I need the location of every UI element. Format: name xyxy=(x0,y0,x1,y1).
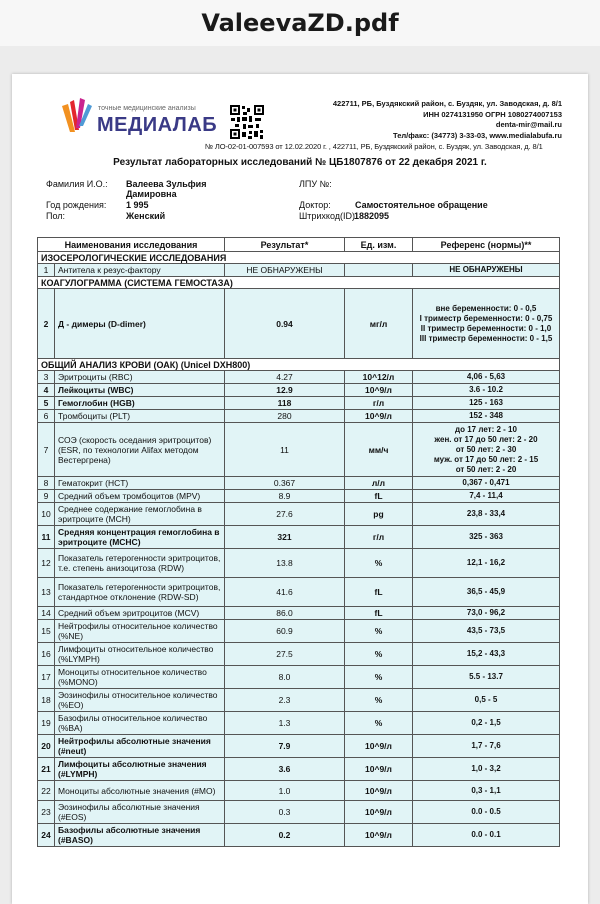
row-number: 22 xyxy=(38,781,55,801)
test-name: Базофилы относительное количество (%BA) xyxy=(55,712,225,735)
row-number: 15 xyxy=(38,620,55,643)
reference-range xyxy=(413,264,560,277)
reference-line: 12,1 - 16,2 xyxy=(466,558,506,567)
result-value: 0.367 xyxy=(225,477,345,490)
row-number: 6 xyxy=(38,410,55,423)
lab-license: № ЛО-02-01-007593 от 12.02.2020 г. , 422711, РБ, Буздякский район, с. Буздяк, ул. Заводская, д. 8/1 xyxy=(205,142,543,151)
test-name: Базофилы абсолютные значения (#BASO) xyxy=(55,824,225,847)
unit: г/л xyxy=(345,526,413,549)
row-number: 1 xyxy=(38,264,55,277)
table-row xyxy=(38,410,560,423)
table-row xyxy=(38,620,560,643)
table-row xyxy=(38,712,560,735)
reference-range xyxy=(413,758,560,781)
table-row xyxy=(38,607,560,620)
result-value: 2.3 xyxy=(225,689,345,712)
result-value: 4.27 xyxy=(225,371,345,384)
row-number: 3 xyxy=(38,371,55,384)
unit: % xyxy=(345,666,413,689)
test-name: Среднее содержание гемоглобина в эритроците (MCH) xyxy=(55,503,225,526)
row-number: 9 xyxy=(38,490,55,503)
reference-line: III триместр беременности: 0 - 1,5 xyxy=(419,333,553,343)
result-value: 12.9 xyxy=(225,384,345,397)
result-value: 0.2 xyxy=(225,824,345,847)
result-value: 11 xyxy=(225,423,345,477)
row-number: 2 xyxy=(38,289,55,359)
barcode-label: Штрихкод(ID) xyxy=(299,211,355,221)
row-number: 21 xyxy=(38,758,55,781)
reference-line: II триместр беременности: 0 - 1,0 xyxy=(420,323,552,333)
unit: 10^9/л xyxy=(345,758,413,781)
test-name: Эозинофилы относительное количество (%EO) xyxy=(55,689,225,712)
unit: 10^9/л xyxy=(345,824,413,847)
test-name: Нейтрофилы абсолютные значения (#neut) xyxy=(55,735,225,758)
section-header-row xyxy=(38,252,560,264)
test-name: Лимфоциты абсолютные значения (#LYMPH) xyxy=(55,758,225,781)
reference-range xyxy=(413,410,560,423)
pdf-viewer-titlebar xyxy=(0,0,600,46)
reference-line: 0,367 - 0,471 xyxy=(462,478,510,487)
reference-line: от 50 лет: 2 - 30 xyxy=(455,444,517,454)
table-row xyxy=(38,578,560,607)
row-number: 10 xyxy=(38,503,55,526)
lab-header xyxy=(12,74,588,174)
lpu-label: ЛПУ №: xyxy=(299,179,332,189)
header-reference: Референс (нормы)** xyxy=(413,238,560,252)
table-row xyxy=(38,824,560,847)
reference-line: 0,3 - 1,1 xyxy=(471,785,501,795)
row-number: 13 xyxy=(38,578,55,607)
patient-name-line2: Дамировна xyxy=(126,189,177,199)
test-name: Нейтрофилы относительное количество (%NE) xyxy=(55,620,225,643)
test-name: Тромбоциты (PLT) xyxy=(55,410,225,423)
unit: % xyxy=(345,712,413,735)
reference-range xyxy=(413,578,560,607)
reference-line: от 50 лет: 2 - 20 xyxy=(455,464,517,474)
lab-email: denta-mir@mail.ru xyxy=(495,120,562,129)
reference-range xyxy=(413,289,560,359)
test-name: Гематокрит (HCT) xyxy=(55,477,225,490)
reference-line: 125 - 163 xyxy=(469,398,503,407)
unit: 10^9/л xyxy=(345,781,413,801)
table-row xyxy=(38,689,560,712)
lab-phone: Тел/факс: (34773) 3-33-03, www.medialabufa.ru xyxy=(393,130,562,140)
row-number: 8 xyxy=(38,477,55,490)
patient-sex: Женский xyxy=(126,211,166,221)
result-value: 27.5 xyxy=(225,643,345,666)
reference-range xyxy=(413,526,560,549)
reference-range xyxy=(413,801,560,824)
reference-line: 0,5 - 5 xyxy=(474,695,498,704)
lab-tagline: точные медицинские анализы xyxy=(98,105,196,112)
test-name: Средняя концентрация гемоглобина в эритроците (MCHC) xyxy=(55,526,225,549)
result-value: 0.94 xyxy=(225,289,345,359)
unit: 10^12/л xyxy=(345,371,413,384)
reference-line: 152 - 348 xyxy=(469,411,503,420)
result-value: 118 xyxy=(225,397,345,410)
row-number: 24 xyxy=(38,824,55,847)
patient-name-line1: Валеева Зульфия xyxy=(126,179,207,189)
table-row xyxy=(38,666,560,689)
unit: % xyxy=(345,620,413,643)
unit: fL xyxy=(345,578,413,607)
result-value: 13.8 xyxy=(225,549,345,578)
reference-range xyxy=(413,397,560,410)
table-row xyxy=(38,371,560,384)
test-name: Антитела к резус-фактору xyxy=(55,264,225,277)
reference-range xyxy=(413,735,560,758)
doctor-label: Доктор: xyxy=(299,200,331,210)
section-header-row xyxy=(38,277,560,289)
table-row xyxy=(38,503,560,526)
pdf-page[interactable] xyxy=(12,74,588,904)
result-value: 27.6 xyxy=(225,503,345,526)
table-row xyxy=(38,801,560,824)
table-header-row xyxy=(38,238,560,252)
doctor-value: Самостоятельное обращение xyxy=(355,200,488,210)
result-value: 280 xyxy=(225,410,345,423)
result-value: 321 xyxy=(225,526,345,549)
reference-line: 4,06 - 5,63 xyxy=(466,372,506,381)
row-number: 16 xyxy=(38,643,55,666)
reference-range xyxy=(413,607,560,620)
reference-range xyxy=(413,643,560,666)
unit: мг/л xyxy=(345,289,413,359)
unit: 10^9/л xyxy=(345,384,413,397)
row-number: 18 xyxy=(38,689,55,712)
reference-range xyxy=(413,490,560,503)
reference-line: 43,5 - 73,5 xyxy=(466,626,506,635)
table-row xyxy=(38,490,560,503)
table-row xyxy=(38,735,560,758)
reference-line: I триместр беременности: 0 - 0,75 xyxy=(419,313,553,323)
unit: % xyxy=(345,549,413,578)
unit: 10^9/л xyxy=(345,410,413,423)
row-number: 11 xyxy=(38,526,55,549)
result-value: НЕ ОБНАРУЖЕНЫ xyxy=(225,264,345,277)
reference-line: 325 - 363 xyxy=(469,532,503,541)
unit: 10^9/л xyxy=(345,801,413,824)
row-number: 20 xyxy=(38,735,55,758)
reference-line: 73,0 - 96,2 xyxy=(466,608,506,617)
result-value: 3.6 xyxy=(225,758,345,781)
table-row xyxy=(38,526,560,549)
table-row xyxy=(38,397,560,410)
name-label: Фамилия И.О.: xyxy=(46,179,108,189)
row-number: 5 xyxy=(38,397,55,410)
unit: 10^9/л xyxy=(345,735,413,758)
reference-line: вне беременности: 0 - 0,5 xyxy=(435,303,537,313)
report-title: Результат лабораторных исследований № ЦБ1807876 от 22 декабря 2021 г. xyxy=(113,157,487,168)
result-value: 8.9 xyxy=(225,490,345,503)
birth-year: 1 995 xyxy=(126,200,149,210)
test-name: Моноциты абсолютные значения (#MO) xyxy=(55,781,225,801)
reference-range xyxy=(413,549,560,578)
reference-range xyxy=(413,712,560,735)
reference-range xyxy=(413,423,560,477)
table-row xyxy=(38,643,560,666)
qr-code-icon xyxy=(229,104,265,140)
test-name: Лейкоциты (WBC) xyxy=(55,384,225,397)
test-name: Эритроциты (RBC) xyxy=(55,371,225,384)
row-number: 4 xyxy=(38,384,55,397)
barcode-value: 1882095 xyxy=(354,211,390,221)
test-name: Показатель гетерогенности эритроцитов, стандартное отклонение (RDW-SD) xyxy=(55,578,225,607)
reference-line: 1,0 - 3,2 xyxy=(471,764,501,773)
result-value: 1.0 xyxy=(225,781,345,801)
table-row xyxy=(38,423,560,477)
reference-line: муж. от 17 до 50 лет: 2 - 15 xyxy=(433,454,539,464)
unit: л/л xyxy=(345,477,413,490)
reference-line: жен. от 17 до 50 лет: 2 - 20 xyxy=(434,434,538,444)
test-name: Показатель гетерогенности эритроцитов, т.е. степень анизоцитоза (RDW) xyxy=(55,549,225,578)
header-result: Результат* xyxy=(225,238,345,252)
section-title: ОБЩИЙ АНАЛИЗ КРОВИ (ОАК) (Unicel DXH800) xyxy=(38,359,560,371)
reference-range xyxy=(413,824,560,847)
reference-line: 3.6 - 10.2 xyxy=(469,385,503,394)
lab-contacts xyxy=(262,99,562,141)
test-name: СОЭ (скорость оседания эритроцитов) (ESR, по технологии Alifax методом Вестергрена) xyxy=(55,423,225,477)
reference-range xyxy=(413,666,560,689)
result-value: 60.9 xyxy=(225,620,345,643)
test-name: Эозинофилы абсолютные значения (#EOS) xyxy=(55,801,225,824)
results-table xyxy=(37,237,560,847)
lab-address: 422711, РБ, Буздякский район, с. Буздяк, ул. Заводская, д. 8/1 xyxy=(332,99,562,108)
unit: fL xyxy=(345,490,413,503)
result-value: 86.0 xyxy=(225,607,345,620)
unit: г/л xyxy=(345,397,413,410)
table-row xyxy=(38,758,560,781)
reference-line: 0,2 - 1,5 xyxy=(471,718,501,727)
reference-line: 0.0 - 0.5 xyxy=(471,807,501,816)
unit: мм/ч xyxy=(345,423,413,477)
reference-line: 23,8 - 33,4 xyxy=(466,509,506,518)
row-number: 23 xyxy=(38,801,55,824)
row-number: 17 xyxy=(38,666,55,689)
row-number: 14 xyxy=(38,607,55,620)
test-name: Д - димеры (D-dimer) xyxy=(55,289,225,359)
sex-label: Пол: xyxy=(46,211,66,221)
unit: % xyxy=(345,689,413,712)
reference-line: 7,4 - 11,4 xyxy=(469,491,503,500)
table-row xyxy=(38,477,560,490)
table-row xyxy=(38,781,560,801)
reference-range xyxy=(413,503,560,526)
reference-line: до 17 лет: 2 - 10 xyxy=(455,424,517,434)
section-title: КОАГУЛОГРАММА (СИСТЕМА ГЕМОСТАЗА) xyxy=(38,277,560,289)
reference-range xyxy=(413,371,560,384)
header-test-name: Наименования исследования xyxy=(38,238,225,252)
test-name: Средний объем тромбоцитов (MPV) xyxy=(55,490,225,503)
reference-range xyxy=(413,477,560,490)
unit xyxy=(345,264,413,277)
reference-line: НЕ ОБНАРУЖЕНЫ xyxy=(449,265,523,274)
reference-range xyxy=(413,689,560,712)
reference-line: 36,5 - 45,9 xyxy=(466,587,506,596)
result-value: 1.3 xyxy=(225,712,345,735)
test-name: Лимфоциты относительное количество (%LYMPH) xyxy=(55,643,225,666)
header-unit: Ед. изм. xyxy=(345,238,413,252)
file-name: ValeevaZD.pdf xyxy=(201,9,399,37)
reference-line: 5.5 - 13.7 xyxy=(469,672,503,681)
lab-logo xyxy=(60,96,218,146)
row-number: 7 xyxy=(38,423,55,477)
reference-range xyxy=(413,781,560,801)
test-name: Гемоглобин (HGB) xyxy=(55,397,225,410)
section-header-row xyxy=(38,359,560,371)
reference-range xyxy=(413,620,560,643)
reference-line: 15,2 - 43,3 xyxy=(466,649,506,658)
unit: fL xyxy=(345,607,413,620)
medialab-logo-icon xyxy=(60,96,94,136)
result-value: 0.3 xyxy=(225,801,345,824)
reference-range xyxy=(413,384,560,397)
result-value: 7.9 xyxy=(225,735,345,758)
row-number: 19 xyxy=(38,712,55,735)
test-name: Средний объем эритроцитов (MCV) xyxy=(55,607,225,620)
table-row xyxy=(38,549,560,578)
birth-label: Год рождения: xyxy=(46,200,107,210)
reference-line: 0.0 - 0.1 xyxy=(471,830,501,839)
test-name: Моноциты относительное количество (%MONO) xyxy=(55,666,225,689)
lab-name: МЕДИАЛАБ xyxy=(97,114,218,136)
table-row xyxy=(38,384,560,397)
result-value: 41.6 xyxy=(225,578,345,607)
lab-inn: ИНН 0274131950 ОГРН 1080274007153 xyxy=(423,109,562,119)
unit: % xyxy=(345,643,413,666)
section-title: ИЗОСЕРОЛОГИЧЕСКИЕ ИССЛЕДОВАНИЯ xyxy=(38,252,560,264)
result-value: 8.0 xyxy=(225,666,345,689)
row-number: 12 xyxy=(38,549,55,578)
reference-line: 1,7 - 7,6 xyxy=(471,741,501,750)
table-row xyxy=(38,264,560,277)
table-row xyxy=(38,289,560,359)
unit: pg xyxy=(345,503,413,526)
